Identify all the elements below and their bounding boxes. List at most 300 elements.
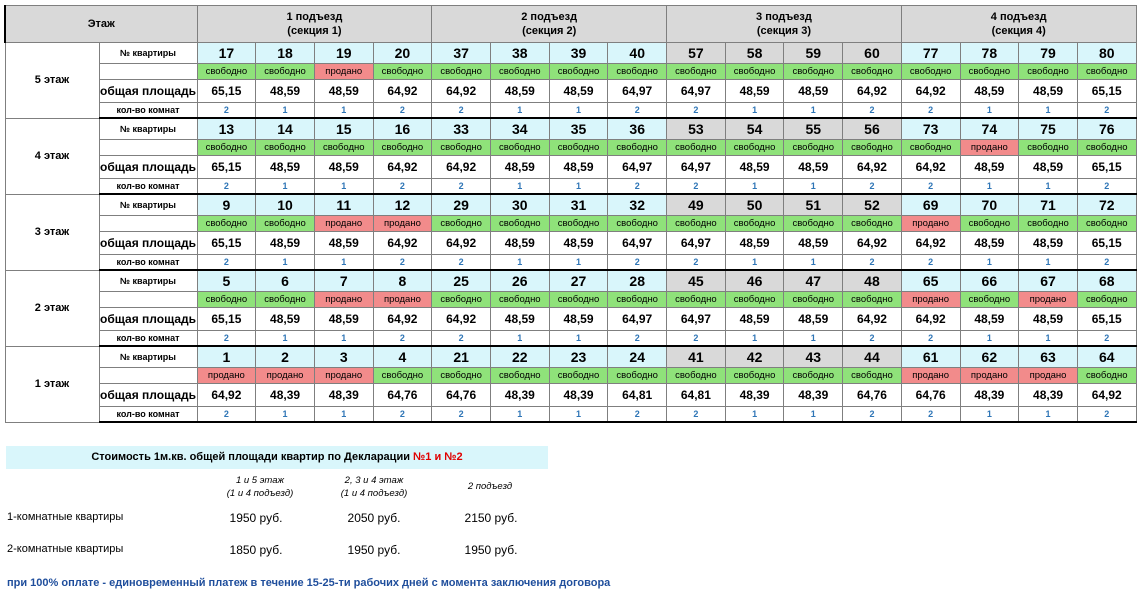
apartment-area: 48,59 (490, 80, 549, 103)
apartment-rooms: 2 (608, 255, 667, 271)
row-label-area: общая площадь (99, 384, 197, 407)
apartment-number: 17 (197, 43, 256, 64)
apartment-status-sold: продано (1019, 368, 1078, 384)
floor-label: 2 этаж (5, 270, 99, 346)
apartment-area: 48,59 (256, 80, 315, 103)
apartment-status-free: свободно (549, 216, 608, 232)
apartment-status-free: свободно (549, 368, 608, 384)
section-4-title: 4 подъезд (990, 11, 1047, 23)
apartment-number: 68 (1077, 270, 1136, 292)
apartment-area: 48,59 (314, 308, 373, 331)
apartment-number: 25 (432, 270, 491, 292)
apartment-area: 48,59 (490, 156, 549, 179)
apartment-status-free: свободно (667, 292, 726, 308)
apartment-number: 50 (725, 194, 784, 216)
apartment-rooms: 2 (667, 407, 726, 423)
floor-number-row (5, 346, 1136, 368)
apartment-number: 37 (432, 43, 491, 64)
apartment-rooms: 1 (960, 103, 1019, 119)
price-row-label-1: 1-комнатные квартиры (7, 511, 124, 523)
apartment-status-free: свободно (1019, 216, 1078, 232)
apartment-status-free: свободно (197, 292, 256, 308)
apartment-status-free: свободно (432, 140, 491, 156)
apartment-number: 49 (667, 194, 726, 216)
apartment-rooms: 2 (843, 331, 902, 347)
apartment-rooms: 2 (432, 179, 491, 195)
apartment-area: 48,59 (1019, 156, 1078, 179)
apartment-area: 48,39 (784, 384, 843, 407)
floor-area-row (5, 80, 1136, 103)
apartment-number: 46 (725, 270, 784, 292)
apartment-area: 64,92 (373, 156, 432, 179)
apartment-area: 48,39 (490, 384, 549, 407)
apartment-status-free: свободно (490, 292, 549, 308)
row-label-blank (99, 64, 197, 80)
apartment-status-free: свободно (843, 216, 902, 232)
apartment-rooms: 1 (549, 255, 608, 271)
apartment-number: 78 (960, 43, 1019, 64)
apartment-rooms: 2 (432, 103, 491, 119)
floor-status-row (5, 64, 1136, 80)
apartment-rooms: 2 (373, 179, 432, 195)
apartment-rooms: 1 (314, 255, 373, 271)
apartment-area: 48,59 (549, 308, 608, 331)
apartment-rooms: 1 (549, 331, 608, 347)
apartment-area: 64,92 (901, 308, 960, 331)
row-label-blank (99, 216, 197, 232)
apartment-area: 48,39 (1019, 384, 1078, 407)
floor-number-row (5, 118, 1136, 140)
apartment-number: 41 (667, 346, 726, 368)
apartment-status-free: свободно (608, 216, 667, 232)
apartment-area: 64,97 (667, 308, 726, 331)
apartment-number: 7 (314, 270, 373, 292)
apartment-rooms: 1 (549, 407, 608, 423)
apartment-area: 64,97 (608, 308, 667, 331)
apartment-status-free: свободно (197, 140, 256, 156)
apartment-status-free: свободно (490, 368, 549, 384)
apartment-area: 48,59 (960, 156, 1019, 179)
apartment-number: 48 (843, 270, 902, 292)
row-label-number: № квартиры (99, 118, 197, 140)
apartment-rooms: 2 (373, 103, 432, 119)
apartment-number: 56 (843, 118, 902, 140)
floor-rooms-row (5, 179, 1136, 195)
apartment-number: 26 (490, 270, 549, 292)
apartment-rooms: 2 (197, 331, 256, 347)
apartment-area: 64,92 (901, 80, 960, 103)
apartment-status-free: свободно (725, 216, 784, 232)
price-1room-col3: 2150 руб. (464, 511, 518, 525)
apartment-rooms: 1 (314, 103, 373, 119)
apartment-area: 48,59 (784, 156, 843, 179)
apartment-area: 48,59 (725, 232, 784, 255)
price-col-2-line1: 2, 3 и 4 этаж (344, 475, 404, 486)
apartment-area: 48,59 (1019, 80, 1078, 103)
apartment-area: 64,92 (432, 308, 491, 331)
apartment-rooms: 2 (843, 407, 902, 423)
section-header-1 (197, 6, 432, 43)
apartment-area: 64,92 (432, 80, 491, 103)
apartment-area: 65,15 (197, 80, 256, 103)
apartment-rooms: 1 (725, 103, 784, 119)
apartment-rooms: 1 (490, 255, 549, 271)
apartment-status-sold: продано (197, 368, 256, 384)
apartment-status-free: свободно (784, 140, 843, 156)
apartment-area: 48,59 (784, 232, 843, 255)
apartment-rooms: 1 (1019, 103, 1078, 119)
floor-label: 3 этаж (5, 194, 99, 270)
apartment-area: 64,92 (901, 232, 960, 255)
apartment-status-free: свободно (960, 216, 1019, 232)
apartment-status-free: свободно (490, 216, 549, 232)
row-label-number: № квартиры (99, 194, 197, 216)
apartment-number: 40 (608, 43, 667, 64)
apartment-status-free: свободно (256, 140, 315, 156)
row-label-number: № квартиры (99, 346, 197, 368)
row-label-area: общая площадь (99, 308, 197, 331)
apartment-rooms: 1 (784, 407, 843, 423)
apartment-status-free: свободно (843, 292, 902, 308)
apartment-rooms: 2 (667, 103, 726, 119)
apartment-area: 48,59 (784, 308, 843, 331)
apartment-number: 38 (490, 43, 549, 64)
apartment-rooms: 1 (490, 407, 549, 423)
apartment-area: 64,81 (608, 384, 667, 407)
apartment-status-sold: продано (314, 216, 373, 232)
apartment-status-free: свободно (432, 368, 491, 384)
apartment-rooms: 2 (1077, 103, 1136, 119)
apartment-status-free: свободно (373, 368, 432, 384)
apartment-rooms: 2 (608, 331, 667, 347)
apartment-number: 9 (197, 194, 256, 216)
apartment-area: 48,59 (256, 232, 315, 255)
apartment-status-free: свободно (901, 64, 960, 80)
apartment-status-free: свободно (667, 140, 726, 156)
apartment-status-free: свободно (1019, 140, 1078, 156)
apartment-number: 73 (901, 118, 960, 140)
apartment-area: 64,92 (1077, 384, 1136, 407)
row-label-rooms: кол-во комнат (99, 179, 197, 195)
apartment-number: 58 (725, 43, 784, 64)
apartment-number: 76 (1077, 118, 1136, 140)
apartment-area: 64,76 (432, 384, 491, 407)
apartment-number: 79 (1019, 43, 1078, 64)
apartment-status-free: свободно (314, 140, 373, 156)
apartment-number: 10 (256, 194, 315, 216)
apartment-number: 39 (549, 43, 608, 64)
price-col-1-line2: (1 и 4 подъезд) (226, 488, 294, 499)
apartment-number: 16 (373, 118, 432, 140)
apartment-number: 34 (490, 118, 549, 140)
apartment-status-free: свободно (490, 64, 549, 80)
apartment-rooms: 1 (490, 103, 549, 119)
apartment-area: 48,59 (960, 308, 1019, 331)
apartment-status-free: свободно (1077, 64, 1136, 80)
section-3-title: 3 подъезд (756, 11, 812, 23)
apartment-area: 64,92 (373, 232, 432, 255)
floor-area-row (5, 156, 1136, 179)
apartment-area: 48,59 (784, 80, 843, 103)
apartments-table (4, 5, 1137, 423)
price-2room-col1: 1850 руб. (229, 543, 283, 557)
apartment-rooms: 2 (197, 407, 256, 423)
apartment-status-sold: продано (901, 216, 960, 232)
apartment-status-free: свободно (725, 292, 784, 308)
apartment-rooms: 1 (314, 407, 373, 423)
apartment-status-free: свободно (197, 216, 256, 232)
apartment-number: 20 (373, 43, 432, 64)
apartment-area: 48,59 (960, 232, 1019, 255)
apartment-status-free: свободно (1077, 216, 1136, 232)
apartment-area: 48,39 (256, 384, 315, 407)
apartment-rooms: 2 (901, 103, 960, 119)
apartment-number: 33 (432, 118, 491, 140)
apartment-area: 48,39 (725, 384, 784, 407)
apartment-area: 64,97 (667, 156, 726, 179)
section-2-title: 2 подъезд (521, 11, 578, 23)
price-col-2-line2: (1 и 4 подъезд) (340, 488, 408, 499)
apartment-area: 48,59 (549, 80, 608, 103)
apartment-rooms: 1 (256, 179, 315, 195)
apartment-rooms: 1 (784, 103, 843, 119)
apartment-rooms: 1 (960, 407, 1019, 423)
apartment-area: 64,92 (373, 80, 432, 103)
row-label-rooms: кол-во комнат (99, 103, 197, 119)
apartment-number: 80 (1077, 43, 1136, 64)
apartment-area: 65,15 (197, 232, 256, 255)
apartment-number: 64 (1077, 346, 1136, 368)
floor-status-row (5, 368, 1136, 384)
apartment-status-free: свободно (256, 64, 315, 80)
apartment-rooms: 2 (432, 407, 491, 423)
apartment-number: 53 (667, 118, 726, 140)
apartment-status-free: свободно (725, 368, 784, 384)
apartment-number: 23 (549, 346, 608, 368)
apartment-number: 52 (843, 194, 902, 216)
apartment-status-sold: продано (901, 368, 960, 384)
apartment-status-sold: продано (901, 292, 960, 308)
apartment-area: 48,39 (960, 384, 1019, 407)
apartment-status-free: свободно (1019, 64, 1078, 80)
apartment-rooms: 1 (1019, 255, 1078, 271)
payment-note: при 100% оплате - единовременный платеж в течение 15-25-ти рабочих дней с момента заключения договора (7, 577, 611, 589)
apartment-status-free: свободно (667, 64, 726, 80)
apartment-rooms: 1 (960, 331, 1019, 347)
apartment-area: 64,92 (373, 308, 432, 331)
floor-status-row (5, 140, 1136, 156)
apartment-area: 48,39 (314, 384, 373, 407)
floor-area-row (5, 308, 1136, 331)
apartment-status-free: свободно (608, 292, 667, 308)
apartment-number: 71 (1019, 194, 1078, 216)
section-1-title: 1 подъезд (286, 11, 343, 23)
apartment-status-sold: продано (314, 368, 373, 384)
floor-rooms-row (5, 407, 1136, 423)
apartment-rooms: 2 (197, 103, 256, 119)
apartment-status-free: свободно (960, 292, 1019, 308)
apartment-status-free: свободно (490, 140, 549, 156)
apartment-rooms: 2 (1077, 179, 1136, 195)
apartment-area: 65,15 (1077, 156, 1136, 179)
price-1room-col2: 2050 руб. (347, 511, 401, 525)
apartment-number: 8 (373, 270, 432, 292)
apartment-rooms: 1 (490, 331, 549, 347)
apartment-rooms: 1 (725, 331, 784, 347)
apartment-area: 64,92 (843, 156, 902, 179)
apartment-rooms: 1 (1019, 331, 1078, 347)
apartment-status-sold: продано (314, 64, 373, 80)
apartment-number: 60 (843, 43, 902, 64)
pricing-title-text: Стоимость 1м.кв. общей площади квартир по Декларации (91, 451, 414, 463)
apartment-area: 64,97 (608, 232, 667, 255)
apartment-number: 13 (197, 118, 256, 140)
apartment-rooms: 1 (960, 255, 1019, 271)
apartment-rooms: 2 (608, 179, 667, 195)
apartment-number: 55 (784, 118, 843, 140)
apartment-status-free: свободно (725, 140, 784, 156)
apartment-area: 48,59 (725, 308, 784, 331)
apartment-number: 63 (1019, 346, 1078, 368)
floor-area-row (5, 384, 1136, 407)
apartment-status-free: свободно (432, 216, 491, 232)
apartment-rooms: 1 (314, 331, 373, 347)
section-4-subtitle: (секция 4) (991, 25, 1046, 37)
apartment-area: 48,59 (960, 80, 1019, 103)
apartment-rooms: 1 (549, 179, 608, 195)
apartment-area: 64,97 (608, 80, 667, 103)
apartment-number: 1 (197, 346, 256, 368)
apartment-rooms: 2 (1077, 255, 1136, 271)
apartments-table-body (5, 6, 1136, 423)
apartment-area: 48,59 (549, 156, 608, 179)
row-label-number: № квартиры (99, 270, 197, 292)
apartment-number: 3 (314, 346, 373, 368)
apartment-area: 64,92 (843, 232, 902, 255)
apartment-status-sold: продано (960, 140, 1019, 156)
apartment-area: 48,59 (725, 80, 784, 103)
apartment-number: 18 (256, 43, 315, 64)
apartment-area: 65,15 (1077, 80, 1136, 103)
apartment-area: 65,15 (197, 308, 256, 331)
apartment-rooms: 1 (725, 407, 784, 423)
apartment-status-free: свободно (373, 64, 432, 80)
apartment-area: 65,15 (197, 156, 256, 179)
floor-label: 5 этаж (5, 43, 99, 119)
apartment-status-free: свободно (1077, 292, 1136, 308)
apartment-number: 15 (314, 118, 373, 140)
apartment-rooms: 2 (901, 331, 960, 347)
apartment-status-free: свободно (549, 140, 608, 156)
section-header-2 (432, 6, 667, 43)
apartment-rooms: 2 (667, 255, 726, 271)
apartment-area: 64,92 (197, 384, 256, 407)
apartment-rooms: 2 (901, 179, 960, 195)
apartment-status-free: свободно (256, 292, 315, 308)
floor-number-row (5, 43, 1136, 64)
floor-label: 1 этаж (5, 346, 99, 422)
apartment-number: 2 (256, 346, 315, 368)
apartment-rooms: 2 (432, 255, 491, 271)
apartment-status-sold: продано (314, 292, 373, 308)
apartment-rooms: 2 (373, 407, 432, 423)
apartment-area: 64,76 (373, 384, 432, 407)
apartment-rooms: 2 (197, 255, 256, 271)
apartment-rooms: 2 (432, 331, 491, 347)
apartment-number: 54 (725, 118, 784, 140)
apartment-number: 47 (784, 270, 843, 292)
price-col-header-3 (420, 480, 560, 493)
apartment-area: 64,76 (843, 384, 902, 407)
apartment-number: 59 (784, 43, 843, 64)
apartment-rooms: 1 (784, 255, 843, 271)
apartment-rooms: 2 (373, 331, 432, 347)
apartment-rooms: 1 (1019, 407, 1078, 423)
apartment-status-sold: продано (960, 368, 1019, 384)
apartment-area: 64,92 (432, 156, 491, 179)
apartment-rooms: 2 (1077, 407, 1136, 423)
price-2room-col3: 1950 руб. (464, 543, 518, 557)
apartment-area: 64,97 (667, 80, 726, 103)
apartment-rooms: 2 (608, 407, 667, 423)
apartment-rooms: 1 (490, 179, 549, 195)
apartment-number: 5 (197, 270, 256, 292)
row-label-number: № квартиры (99, 43, 197, 64)
apartment-status-free: свободно (197, 64, 256, 80)
price-row-label-2: 2-комнатные квартиры (7, 543, 124, 555)
apartment-status-free: свободно (843, 368, 902, 384)
apartment-rooms: 1 (960, 179, 1019, 195)
apartment-area: 64,81 (667, 384, 726, 407)
section-2-subtitle: (секция 2) (522, 25, 577, 37)
apartment-number: 65 (901, 270, 960, 292)
apartment-number: 66 (960, 270, 1019, 292)
apartment-number: 14 (256, 118, 315, 140)
price-col-1-line1: 1 и 5 этаж (235, 475, 285, 486)
apartment-status-free: свободно (256, 216, 315, 232)
apartment-area: 48,59 (490, 308, 549, 331)
apartment-status-free: свободно (901, 140, 960, 156)
apartment-status-free: свободно (608, 368, 667, 384)
apartment-rooms: 1 (256, 331, 315, 347)
apartment-number: 31 (549, 194, 608, 216)
apartment-number: 61 (901, 346, 960, 368)
apartment-number: 57 (667, 43, 726, 64)
apartment-rooms: 2 (901, 255, 960, 271)
floor-rooms-row (5, 331, 1136, 347)
floor-status-row (5, 292, 1136, 308)
apartment-area: 48,59 (314, 156, 373, 179)
apartment-number: 69 (901, 194, 960, 216)
apartment-status-free: свободно (667, 368, 726, 384)
apartment-number: 44 (843, 346, 902, 368)
apartment-number: 4 (373, 346, 432, 368)
apartment-number: 35 (549, 118, 608, 140)
apartment-status-free: свободно (960, 64, 1019, 80)
apartment-number: 45 (667, 270, 726, 292)
apartment-status-free: свободно (725, 64, 784, 80)
apartment-rooms: 1 (1019, 179, 1078, 195)
apartment-area: 48,59 (314, 232, 373, 255)
apartment-area: 64,92 (432, 232, 491, 255)
apartment-area: 64,92 (901, 156, 960, 179)
floor-number-row (5, 194, 1136, 216)
apartment-number: 74 (960, 118, 1019, 140)
apartment-number: 12 (373, 194, 432, 216)
floor-number-row (5, 270, 1136, 292)
apartment-area: 48,59 (256, 308, 315, 331)
apartment-status-free: свободно (1077, 368, 1136, 384)
